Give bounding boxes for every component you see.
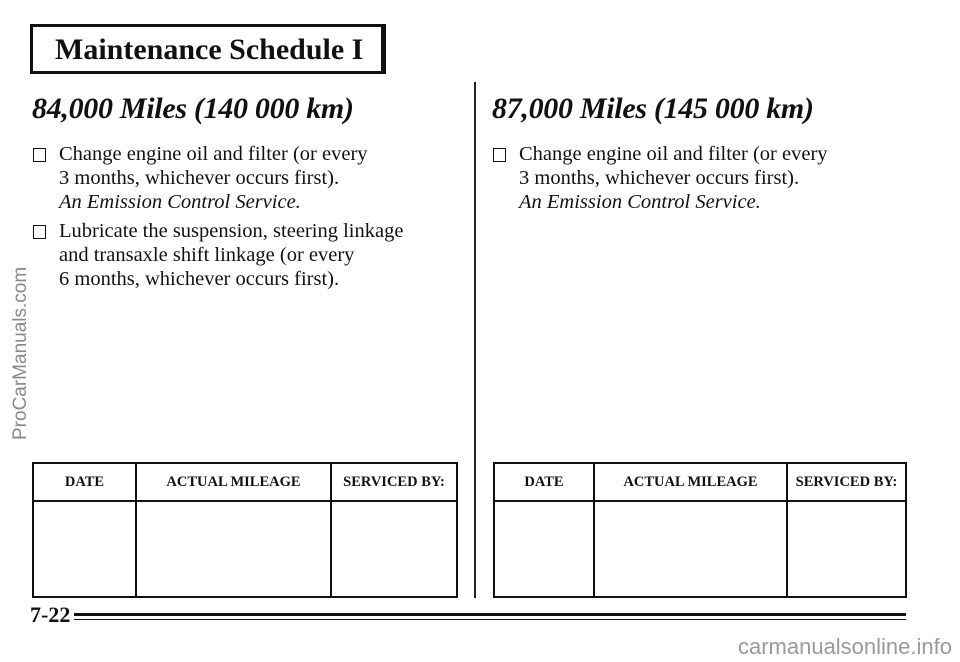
right-item-oil-change [493, 142, 828, 214]
emission-note: An Emission Control Service. [59, 191, 301, 213]
item-line: 6 months, whichever occurs first). [59, 268, 340, 290]
actual-mileage-header: ACTUAL MILEAGE [623, 474, 758, 490]
actual-mileage-header: ACTUAL MILEAGE [166, 474, 301, 490]
right-service-record-table [493, 462, 907, 598]
left-item-oil-change [33, 142, 368, 214]
section-title: Maintenance Schedule I [55, 33, 364, 66]
emission-note: An Emission Control Service. [519, 191, 761, 213]
footer-rule [74, 613, 906, 616]
item-line: Lubricate the suspension, steering linkage [59, 220, 404, 242]
date-header: DATE [64, 474, 105, 490]
checkbox-icon[interactable] [493, 148, 506, 162]
column-divider [474, 82, 476, 598]
date-header: DATE [524, 474, 564, 490]
left-mileage-heading: 84,000 Miles (140 000 km) [32, 92, 354, 125]
item-line: Change engine oil and filter (or every [59, 143, 368, 165]
item-line: and transaxle shift linkage (or every [59, 244, 355, 266]
checkbox-icon[interactable] [33, 225, 46, 239]
left-service-record-table [32, 462, 458, 598]
item-line: 3 months, whichever occurs first). [59, 167, 340, 189]
item-line: 3 months, whichever occurs first). [519, 167, 800, 189]
checkbox-icon[interactable] [33, 148, 46, 162]
item-line: Change engine oil and filter (or every [519, 143, 828, 165]
page-number: 7-22 [30, 602, 71, 627]
right-mileage-heading: 87,000 Miles (145 000 km) [492, 92, 814, 125]
footer-rule-thin [74, 619, 906, 620]
serviced-by-header: SERVICED BY: [343, 474, 445, 490]
serviced-by-header: SERVICED BY: [795, 474, 898, 490]
footer-watermark: carmanualsonline.info [737, 634, 952, 659]
side-watermark: ProCarManuals.com [10, 266, 31, 440]
left-item-lubrication [33, 219, 403, 291]
section-title-box [30, 24, 386, 74]
